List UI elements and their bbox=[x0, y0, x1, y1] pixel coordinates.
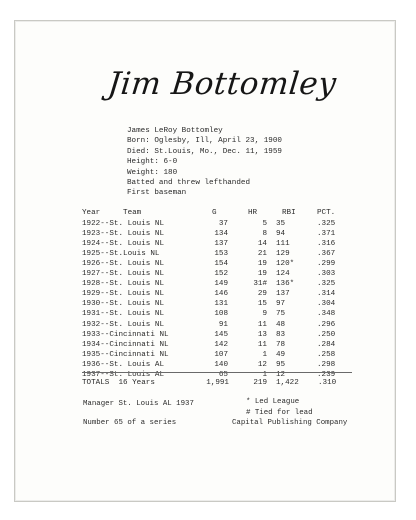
row-games: 137 bbox=[214, 239, 228, 248]
stats-row bbox=[82, 341, 362, 351]
stats-row bbox=[82, 230, 362, 240]
row-home-runs: 21 bbox=[257, 249, 267, 258]
row-pct: .371 bbox=[317, 229, 336, 238]
row-pct: .304 bbox=[317, 300, 336, 309]
row-year-team: 1931--St. Louis NL bbox=[82, 310, 165, 319]
row-games: 145 bbox=[214, 330, 228, 339]
row-pct: .258 bbox=[317, 350, 336, 359]
row-pct: .303 bbox=[317, 270, 336, 279]
row-pct: .316 bbox=[317, 239, 336, 248]
row-games: 146 bbox=[214, 290, 228, 299]
row-games: 140 bbox=[214, 360, 228, 369]
row-home-runs: 15 bbox=[257, 300, 267, 309]
row-games: 153 bbox=[214, 249, 228, 258]
row-rbi: 94 bbox=[276, 229, 286, 238]
bio-position: First baseman bbox=[127, 189, 187, 198]
bio-born: Born: Oglesby, Ill, April 23, 1900 bbox=[127, 137, 282, 146]
row-games: 108 bbox=[214, 310, 228, 319]
stats-row bbox=[82, 310, 362, 320]
row-games: 154 bbox=[214, 259, 228, 268]
totals-games: 1,991 bbox=[206, 379, 229, 387]
row-rbi: 129 bbox=[276, 249, 290, 258]
row-rbi: 48 bbox=[276, 320, 286, 329]
row-rbi: 83 bbox=[276, 330, 286, 339]
row-year-team: 1937--St. Louis AL bbox=[82, 371, 165, 379]
bio-died: Died: St.Louis, Mo., Dec. 11, 1959 bbox=[127, 147, 282, 156]
row-rbi: 137 bbox=[276, 290, 290, 299]
row-rbi: 12 bbox=[276, 371, 286, 379]
totals-pct: .310 bbox=[318, 379, 337, 387]
legend-led-league: * Led League bbox=[246, 398, 300, 406]
row-games: 149 bbox=[214, 280, 228, 289]
row-rbi: 124 bbox=[276, 270, 290, 279]
stats-row bbox=[82, 290, 362, 300]
row-home-runs: 11 bbox=[257, 340, 267, 349]
row-rbi: 49 bbox=[276, 350, 286, 359]
manager-note: Manager St. Louis AL 1937 bbox=[83, 400, 194, 408]
row-home-runs: 5 bbox=[262, 219, 267, 228]
row-rbi: 97 bbox=[276, 300, 286, 309]
row-games: 65 bbox=[218, 371, 228, 379]
row-pct: .348 bbox=[317, 310, 336, 319]
row-year-team: 1932--St. Louis NL bbox=[82, 320, 165, 329]
series-number: Number 65 of a series bbox=[83, 419, 177, 427]
row-year-team: 1924--St. Louis NL bbox=[82, 239, 165, 248]
row-year-team: 1930--St. Louis NL bbox=[82, 300, 165, 309]
stats-row bbox=[82, 351, 362, 361]
row-games: 134 bbox=[214, 229, 228, 238]
stats-row bbox=[82, 361, 362, 371]
row-games: 107 bbox=[214, 350, 228, 359]
stats-row bbox=[82, 321, 362, 331]
header-rbi: RBI bbox=[282, 209, 296, 217]
row-rbi: 111 bbox=[276, 239, 290, 248]
row-rbi: 136* bbox=[276, 280, 295, 289]
row-pct: .325 bbox=[317, 280, 336, 289]
row-year-team: 1929--St. Louis NL bbox=[82, 290, 165, 299]
row-home-runs: 31# bbox=[253, 280, 267, 289]
totals-rbi: 1,422 bbox=[276, 379, 299, 387]
row-pct: .239 bbox=[317, 371, 336, 379]
player-bio bbox=[127, 126, 282, 199]
stats-header-row bbox=[82, 209, 362, 219]
row-home-runs: 14 bbox=[257, 239, 267, 248]
row-rbi: 75 bbox=[276, 310, 286, 319]
row-year-team: 1922--St. Louis NL bbox=[82, 219, 165, 228]
row-year-team: 1935--Cincinnati NL bbox=[82, 350, 169, 359]
row-games: 91 bbox=[218, 320, 228, 329]
legend-tied-for-lead: # Tied for lead bbox=[246, 409, 313, 417]
row-rbi: 95 bbox=[276, 360, 286, 369]
stats-row bbox=[82, 260, 362, 270]
stats-row bbox=[82, 220, 362, 230]
row-games: 131 bbox=[214, 300, 228, 309]
row-home-runs: 1 bbox=[262, 350, 267, 359]
row-games: 152 bbox=[214, 270, 228, 279]
stats-row bbox=[82, 240, 362, 250]
totals-label: TOTALS 16 Years bbox=[82, 379, 155, 387]
row-pct: .314 bbox=[317, 290, 336, 299]
row-pct: .325 bbox=[317, 219, 336, 228]
publisher: Capital Publishing Company bbox=[232, 419, 348, 427]
totals-row bbox=[82, 379, 362, 389]
totals-home-runs: 219 bbox=[253, 379, 267, 387]
player-signature: Jim Bottomley bbox=[106, 66, 339, 102]
row-rbi: 35 bbox=[276, 219, 286, 228]
row-home-runs: 19 bbox=[257, 259, 267, 268]
row-home-runs: 8 bbox=[262, 229, 267, 238]
row-home-runs: 12 bbox=[257, 360, 267, 369]
row-pct: .296 bbox=[317, 320, 336, 329]
row-rbi: 78 bbox=[276, 340, 286, 349]
header-games: G bbox=[212, 209, 217, 217]
bio-height: Height: 6-0 bbox=[127, 158, 178, 167]
stats-rows bbox=[82, 220, 362, 382]
row-games: 142 bbox=[214, 340, 228, 349]
row-pct: .250 bbox=[317, 330, 336, 339]
row-home-runs: 19 bbox=[257, 270, 267, 279]
row-year-team: 1926--St. Louis NL bbox=[82, 259, 165, 268]
bio-weight: Weight: 180 bbox=[127, 168, 178, 177]
totals-divider bbox=[82, 372, 352, 373]
stats-table bbox=[82, 209, 362, 381]
row-year-team: 1936--St. Louis AL bbox=[82, 360, 165, 369]
row-year-team: 1923--St. Louis NL bbox=[82, 229, 165, 238]
stats-row bbox=[82, 250, 362, 260]
row-pct: .367 bbox=[317, 249, 336, 258]
row-year-team: 1928--St. Louis NL bbox=[82, 280, 165, 289]
row-pct: .299 bbox=[317, 259, 336, 268]
stats-row bbox=[82, 280, 362, 290]
stats-row bbox=[82, 331, 362, 341]
stats-row bbox=[82, 270, 362, 280]
bio-full-name: James LeRoy Bottomley bbox=[127, 127, 223, 135]
header-year-team: Year Team bbox=[82, 209, 142, 217]
row-year-team: 1934--Cincinnati NL bbox=[82, 340, 169, 349]
row-rbi: 120* bbox=[276, 259, 295, 268]
bio-bats-throws: Batted and threw lefthanded bbox=[127, 179, 251, 188]
row-home-runs: 9 bbox=[262, 310, 267, 319]
row-year-team: 1927--St. Louis NL bbox=[82, 270, 165, 279]
row-home-runs: 11 bbox=[257, 320, 267, 329]
row-pct: .298 bbox=[317, 360, 336, 369]
header-home-runs: HR bbox=[248, 209, 258, 217]
row-year-team: 1933--Cincinnati NL bbox=[82, 330, 169, 339]
stats-row bbox=[82, 300, 362, 310]
row-pct: .284 bbox=[317, 340, 336, 349]
row-home-runs: 1 bbox=[262, 371, 267, 379]
row-year-team: 1925--St.Louis NL bbox=[82, 249, 160, 258]
header-pct: PCT. bbox=[317, 209, 336, 217]
row-home-runs: 13 bbox=[257, 330, 267, 339]
row-home-runs: 29 bbox=[257, 290, 267, 299]
row-games: 37 bbox=[218, 219, 228, 228]
